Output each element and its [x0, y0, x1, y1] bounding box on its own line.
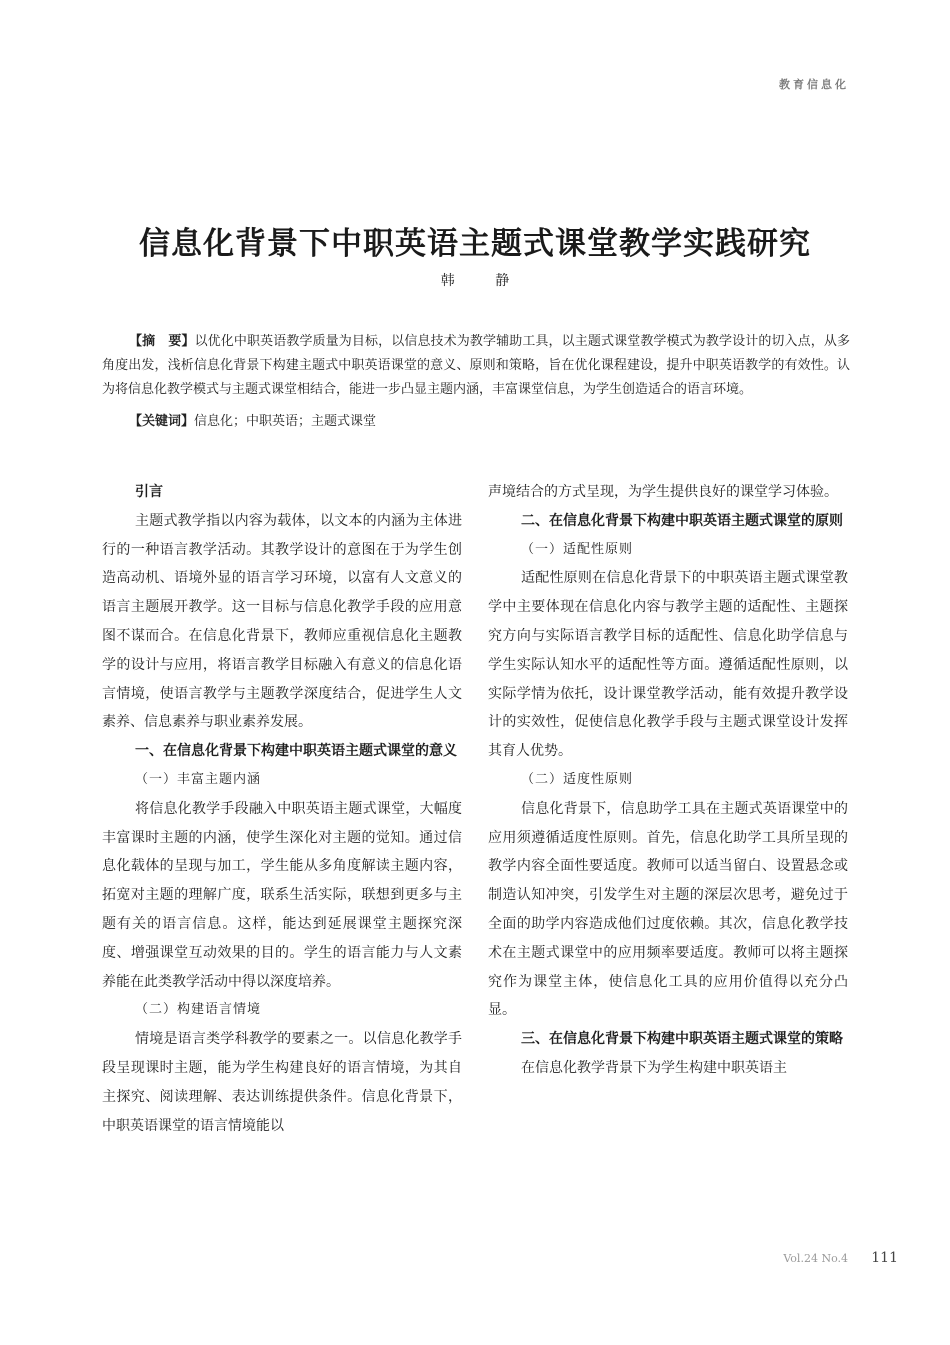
intro-paragraph: 主题式教学指以内容为载体，以文本的内涵为主体进行的一种语言教学活动。其教学设计的意图在于为学生创造高动机、语境外显的语言学习环境，以富有人文意义的语言主题展开教学。这一目标与信息化教学手段的应用意图不谋而合。在信息化背景下，教师应重视信息化主题教学的设计与应用，将语言教学目标融入有意义的信息化语言情境，使语言教学与主题教学深度结合，促进学生人文素养、信息素养与职业素养发展。: [102, 512, 462, 731]
page-number: 111: [871, 1250, 898, 1266]
continued-paragraph: 声境结合的方式呈现，为学生提供良好的课堂学习体验。: [488, 484, 838, 500]
section-3-paragraph: 在信息化教学背景下为学生构建中职英语主: [521, 1059, 787, 1076]
right-column: [488, 478, 848, 1083]
keywords-text: 信息化；中职英语；主题式课堂: [194, 414, 377, 429]
section-1-sub-2-heading: （二）构建语言情境: [135, 1002, 262, 1018]
keywords-label: 【关键词】: [129, 414, 195, 429]
section-1-heading: 一、在信息化背景下构建中职英语主题式课堂的意义: [135, 743, 457, 760]
section-1-sub-1-paragraph: 将信息化教学手段融入中职英语主题式课堂，大幅度丰富课时主题的内涵，使学生深化对主题的觉知。通过信息化载体的呈现与加工，学生能从多角度解读主题内容，拓宽对主题的理解广度，联系生活实际，联想到更多与主题有关的语言信息。这样，能达到延展课堂主题探究深度、增强课堂互动效果的目的。学生的语言能力与人文素养能在此类教学活动中得以深度培养。: [102, 800, 462, 990]
abstract-paragraph: [102, 330, 850, 402]
abstract-label: 【摘 要】: [129, 334, 195, 349]
article-title: 信息化背景下中职英语主题式课堂教学实践研究: [139, 226, 811, 262]
section-3-heading: 三、在信息化背景下构建中职英语主题式课堂的策略: [521, 1031, 843, 1048]
section-2-sub-1-paragraph: 适配性原则在信息化背景下的中职英语主题式课堂教学中主要体现在信息化内容与教学主题的适配性、主题探究方向与实际语言教学目标的适配性、信息化助学信息与学生实际认知水平的适配性等方面。遵循适配性原则，以实际学情为依托，设计课堂教学活动，能有效提升教学设计的实效性，促使信息化教学手段与主题式课堂设计发挥其育人优势。: [488, 570, 848, 760]
section-2-sub-2-heading: （二）适度性原则: [521, 771, 634, 787]
author-name: 韩 静: [440, 273, 528, 289]
section-1-sub-2-paragraph: 情境是语言类学科教学的要素之一。以信息化教学手段呈现课时主题，能为学生构建良好的语言情境，为其自主探究、阅读理解、表达训练提供条件。信息化背景下，中职英语课堂的语言情境能以: [102, 1031, 462, 1134]
section-2-sub-2-paragraph: 信息化背景下，信息助学工具在主题式英语课堂中的应用须遵循适度性原则。首先，信息化助学工具所呈现的教学内容全面性要适度。教师可以适当留白、设置悬念或制造认知冲突，引发学生对主题的深层次思考，避免过于全面的助学内容造成他们过度依赖。其次，信息化教学技术在主题式课堂中的应用频率要适度。教师可以将主题探究作为课堂主体，使信息化工具的应用价值得以充分凸显。: [488, 800, 848, 1019]
section-2-heading: 二、在信息化背景下构建中职英语主题式课堂的原则: [521, 512, 843, 529]
footer-issue: Vol.24 No.4: [783, 1252, 848, 1265]
abstract-text: 以优化中职英语教学质量为目标，以信息技术为教学辅助工具，以主题式课堂教学模式为教学设计的切入点，从多角度出发，浅析信息化背景下构建主题式中职英语课堂的意义、原则和策略，旨在优化课程建设，提升中职英语教学的有效性。认为将信息化教学模式与主题式课堂相结合，能进一步凸显主题内涵，丰富课堂信息，为学生创造适合的语言环境。: [102, 334, 850, 397]
keywords-paragraph: [102, 410, 850, 434]
left-column: [102, 478, 462, 1140]
section-1-sub-1-heading: （一）丰富主题内涵: [135, 771, 262, 787]
section-2-sub-1-heading: （一）适配性原则: [521, 541, 634, 557]
running-header: 教育信息化: [779, 78, 849, 91]
abstract-block: [102, 330, 850, 434]
intro-heading: 引言: [135, 484, 163, 500]
